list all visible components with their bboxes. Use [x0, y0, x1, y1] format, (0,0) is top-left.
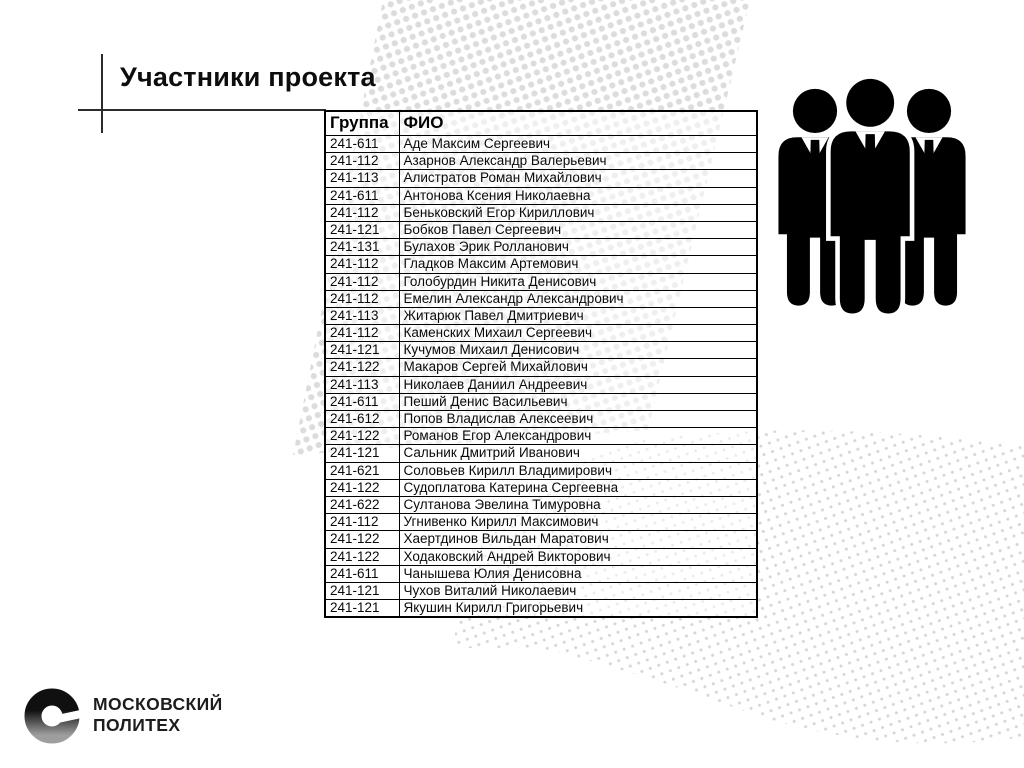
name-cell: Судоплатова Катерина Сергеевна [399, 479, 757, 496]
logo-line-2: ПОЛИТЕХ [93, 715, 181, 735]
table-row [325, 187, 757, 204]
name-cell: Аде Максим Сергеевич [399, 136, 757, 153]
name-cell: Голобурдин Никита Денисович [399, 273, 757, 290]
group-cell: 241-112 [325, 153, 399, 170]
group-cell: 241-612 [325, 411, 399, 428]
table-row [325, 256, 757, 273]
group-cell: 241-122 [325, 359, 399, 376]
group-cell: 241-121 [325, 600, 399, 617]
group-cell: 241-121 [325, 445, 399, 462]
name-cell: Чухов Виталий Николаевич [399, 582, 757, 599]
table-row [325, 359, 757, 376]
table-row [325, 204, 757, 221]
name-cell: Антонова Ксения Николаевна [399, 187, 757, 204]
table-row [325, 325, 757, 342]
name-cell: Каменских Михаил Сергеевич [399, 325, 757, 342]
table-row [325, 514, 757, 531]
table-header-row [325, 111, 757, 136]
name-cell: Якушин Кирилл Григорьевич [399, 600, 757, 617]
table-row [325, 153, 757, 170]
name-cell: Азарнов Александр Валерьевич [399, 153, 757, 170]
name-cell: Пеший Денис Васильевич [399, 393, 757, 410]
group-cell: 241-112 [325, 514, 399, 531]
table-row [325, 445, 757, 462]
participants-table-rows [325, 136, 757, 617]
group-cell: 241-622 [325, 496, 399, 513]
group-cell: 241-122 [325, 548, 399, 565]
table-row [325, 136, 757, 153]
name-cell: Беньковский Егор Кириллович [399, 204, 757, 221]
table-row [325, 273, 757, 290]
group-cell: 241-112 [325, 256, 399, 273]
group-cell: 241-122 [325, 428, 399, 445]
group-column-header: Группа [325, 111, 399, 136]
group-cell: 241-121 [325, 342, 399, 359]
table-row [325, 239, 757, 256]
table-row [325, 479, 757, 496]
name-cell: Кучумов Михаил Денисович [399, 342, 757, 359]
table-row [325, 221, 757, 238]
name-cell: Бобков Павел Сергеевич [399, 221, 757, 238]
name-cell: Емелин Александр Александрович [399, 290, 757, 307]
group-cell: 241-113 [325, 307, 399, 324]
group-cell: 241-112 [325, 290, 399, 307]
group-cell: 241-113 [325, 376, 399, 393]
table-row [325, 393, 757, 410]
table-row [325, 548, 757, 565]
polytech-logo-icon [24, 687, 82, 745]
group-cell: 241-121 [325, 221, 399, 238]
name-cell: Алистратов Роман Михайлович [399, 170, 757, 187]
group-cell: 241-113 [325, 170, 399, 187]
name-cell: Романов Егор Александрович [399, 428, 757, 445]
group-cell: 241-112 [325, 273, 399, 290]
table-row [325, 376, 757, 393]
team-people-icon [762, 78, 980, 316]
table-row [325, 342, 757, 359]
name-cell: Чанышева Юлия Денисовна [399, 565, 757, 582]
table-row [325, 462, 757, 479]
group-cell: 241-611 [325, 187, 399, 204]
page-title: Участники проекта [120, 62, 376, 92]
name-cell: Житарюк Павел Дмитриевич [399, 307, 757, 324]
group-cell: 241-131 [325, 239, 399, 256]
group-cell: 241-621 [325, 462, 399, 479]
title-rule-horizontal [78, 109, 326, 111]
group-cell: 241-611 [325, 393, 399, 410]
table-row [325, 307, 757, 324]
name-cell: Попов Владислав Алексеевич [399, 411, 757, 428]
name-cell: Макаров Сергей Михайлович [399, 359, 757, 376]
name-cell: Сальник Дмитрий Иванович [399, 445, 757, 462]
name-cell: Соловьев Кирилл Владимирович [399, 462, 757, 479]
table-row [325, 170, 757, 187]
table-row [325, 428, 757, 445]
group-cell: 241-611 [325, 136, 399, 153]
table-row [325, 582, 757, 599]
table-row [325, 565, 757, 582]
table-row [325, 600, 757, 617]
group-cell: 241-112 [325, 204, 399, 221]
group-cell: 241-122 [325, 531, 399, 548]
table-row [325, 411, 757, 428]
group-cell: 241-611 [325, 565, 399, 582]
table-row [325, 496, 757, 513]
table-row [325, 531, 757, 548]
table-row [325, 290, 757, 307]
group-cell: 241-121 [325, 582, 399, 599]
name-cell: Николаев Даниил Андреевич [399, 376, 757, 393]
name-cell: Ходаковский Андрей Викторович [399, 548, 757, 565]
polytech-logo-text [93, 694, 223, 736]
name-cell: Гладков Максим Артемович [399, 256, 757, 273]
name-cell: Султанова Эвелина Тимуровна [399, 496, 757, 513]
participants-table-container [324, 110, 758, 618]
group-cell: 241-112 [325, 325, 399, 342]
group-cell: 241-122 [325, 479, 399, 496]
name-column-header: ФИО [399, 111, 757, 136]
name-cell: Булахов Эрик Ролланович [399, 239, 757, 256]
title-rule-vertical [101, 54, 103, 133]
name-cell: Угнивенко Кирилл Максимович [399, 514, 757, 531]
participants-table [324, 110, 758, 618]
name-cell: Хаертдинов Вильдан Маратович [399, 531, 757, 548]
logo-line-1: МОСКОВСКИЙ [93, 694, 223, 714]
